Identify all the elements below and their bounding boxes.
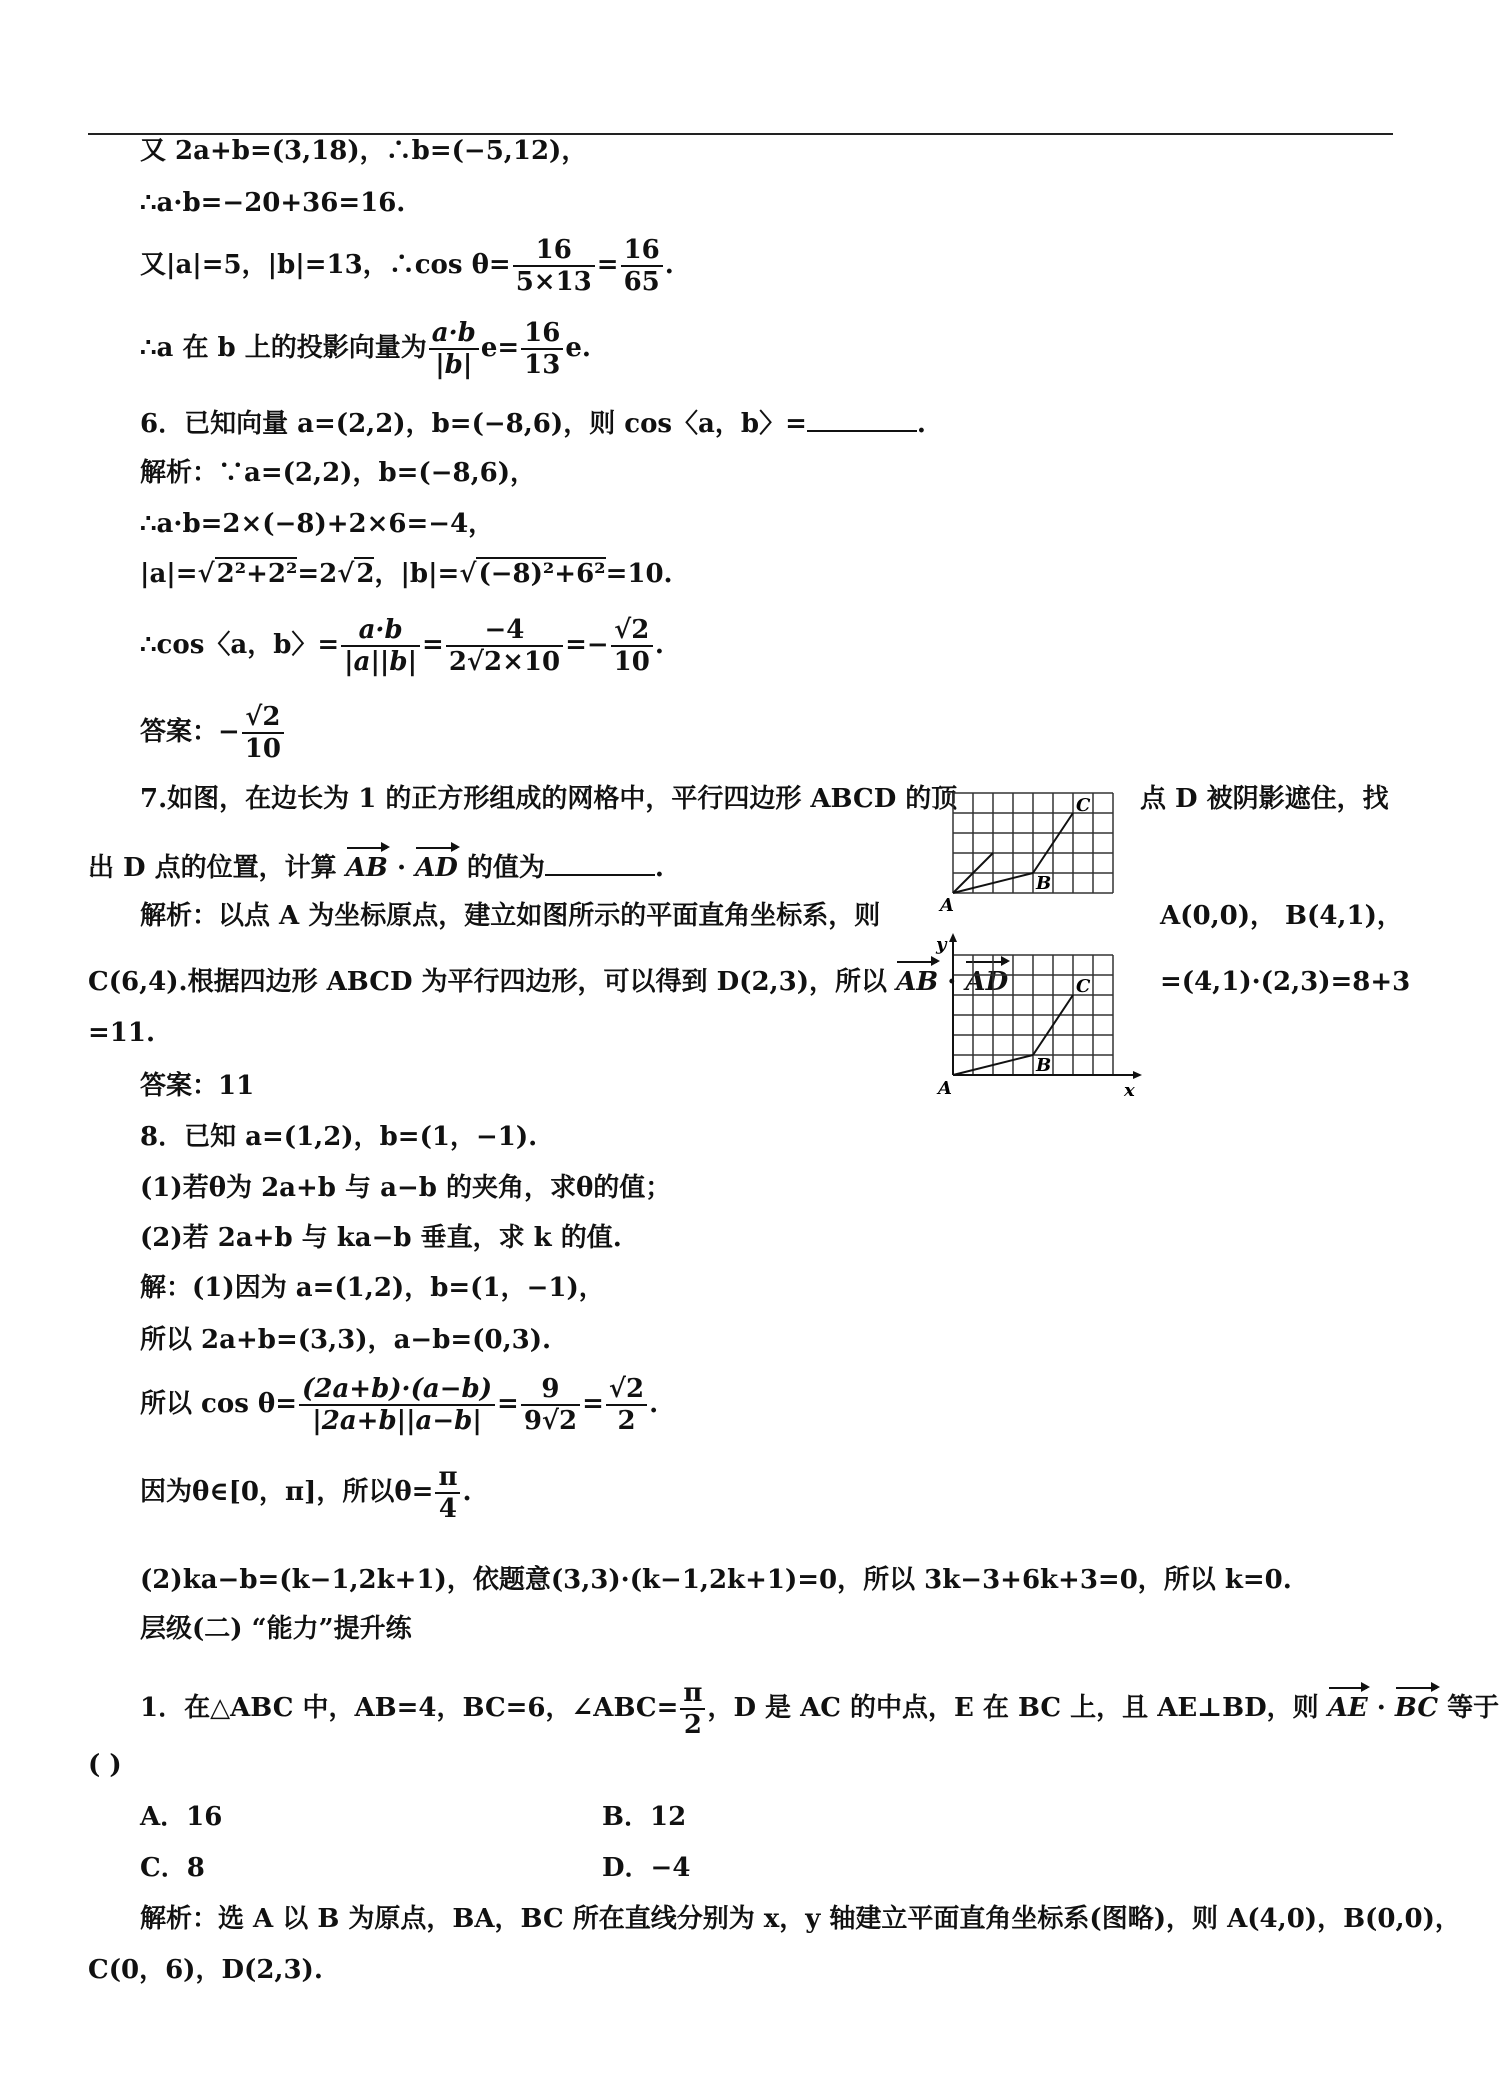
option-d: D．−4 xyxy=(602,1853,691,1883)
denominator: 13 xyxy=(524,350,561,380)
numerator: 9 xyxy=(521,1374,580,1406)
answer-6 xyxy=(140,702,286,764)
period: . xyxy=(654,853,664,883)
answer-7: 答案：11 xyxy=(140,1071,255,1101)
period: . xyxy=(462,1477,472,1507)
period: . xyxy=(916,409,926,439)
equals: =− xyxy=(565,630,609,660)
text: 出 D 点的位置，计算 xyxy=(88,853,337,883)
fraction xyxy=(611,615,653,677)
solution-8-line-4 xyxy=(140,1462,472,1524)
text: 因为θ∈[0，π]，所以θ= xyxy=(140,1477,434,1507)
denominator: 65 xyxy=(623,267,660,297)
fraction xyxy=(680,1678,705,1740)
text: 等于 xyxy=(1447,1693,1499,1723)
numerator: (2a+b)·(a−b) xyxy=(299,1374,495,1406)
text: ，|b|=√ xyxy=(374,559,477,589)
solution-6-line-1: 解析：∵a=(2,2)，b=(−8,6)， xyxy=(140,458,537,488)
vector-ad: AD xyxy=(965,967,1009,997)
radicand: 2 xyxy=(356,559,375,589)
equals: = xyxy=(596,250,619,280)
projection-end: e. xyxy=(565,333,591,363)
denominator: 2√2×10 xyxy=(448,647,561,677)
numerator: π xyxy=(680,1678,705,1710)
section-heading: 层级(二) “能力”提升练 xyxy=(140,1614,412,1644)
fraction xyxy=(521,1374,580,1436)
denominator: 10 xyxy=(244,734,281,764)
label-a: A xyxy=(938,1078,952,1099)
label-b: B xyxy=(1036,1055,1052,1076)
equals: = xyxy=(497,1389,519,1419)
numerator: 16 xyxy=(521,318,563,350)
text: 的值为 xyxy=(466,853,545,883)
solution-8-part-2: (2)ka−b=(k−1,2k+1)，依题意(3,3)·(k−1,2k+1)=0，所以 3k−3+6k+3=0，所以 k=0. xyxy=(140,1565,1292,1595)
vector-ad: AD xyxy=(415,853,458,883)
text: ，D 是 AC 的中点，E 在 BC 上，且 AE⊥BD，则 xyxy=(707,1693,1319,1723)
numerator: −4 xyxy=(446,615,563,647)
solution-6-line-4 xyxy=(140,615,664,677)
solution-8-line-2: 所以 2a+b=(3,3)，a−b=(0,3). xyxy=(140,1325,552,1355)
answer-parentheses: ( ) xyxy=(88,1750,122,1780)
solution-8-line-1: 解：(1)因为 a=(1,2)，b=(1，−1)， xyxy=(140,1273,605,1303)
option-b: B．12 xyxy=(602,1802,687,1832)
label-b: B xyxy=(1036,873,1052,894)
option-c: C．8 xyxy=(140,1853,205,1883)
label-c: C xyxy=(1076,976,1091,997)
answer-blank xyxy=(807,404,917,432)
question-8-part-1: (1)若θ为 2a+b 与 a−b 的夹角，求θ的值； xyxy=(140,1173,672,1203)
numerator: a·b xyxy=(341,615,420,647)
text: C(6,4).根据四边形 ABCD 为平行四边形，可以得到 D(2,3)，所以 xyxy=(88,967,887,997)
solution-7-line-2 xyxy=(88,965,1008,999)
cos-theta-text: 又|a|=5，|b|=13，∴cos θ= xyxy=(140,250,511,280)
denominator: 2 xyxy=(617,1406,636,1436)
text: =10. xyxy=(605,559,673,589)
line-cos-theta xyxy=(140,235,674,297)
numerator: a·b xyxy=(429,318,479,350)
answer-blank xyxy=(545,848,655,876)
solution-7-coords: A(0,0)， B(4,1)， xyxy=(1160,901,1403,931)
numerator: √2 xyxy=(611,615,653,647)
denominator: 9√2 xyxy=(523,1406,578,1436)
fraction xyxy=(606,1374,647,1436)
label-x-axis: x xyxy=(1124,1080,1135,1101)
period: . xyxy=(649,1389,659,1419)
solution-7-line-3: =11. xyxy=(88,1018,156,1048)
vector-ab: AB xyxy=(345,853,388,883)
answer-label: 答案：− xyxy=(140,717,240,747)
projection-text: ∴a 在 b 上的投影向量为 xyxy=(140,333,427,363)
numerator: √2 xyxy=(242,702,284,734)
line-2a-plus-b: 又 2a+b=(3,18)，∴b=(−5,12)， xyxy=(140,136,588,166)
label-c: C xyxy=(1076,795,1091,816)
text: 所以 cos θ= xyxy=(140,1389,298,1419)
denominator: 5×13 xyxy=(515,267,592,297)
fraction xyxy=(429,318,479,380)
numerator: π xyxy=(435,1462,460,1494)
denominator: |b| xyxy=(435,350,473,380)
denominator: 4 xyxy=(438,1494,458,1524)
fraction xyxy=(521,318,563,380)
question-8: 8．已知 a=(1,2)，b=(1，−1). xyxy=(140,1122,538,1152)
vector-bc: BC xyxy=(1394,1693,1439,1723)
question-7-line-2 xyxy=(88,848,664,885)
period: . xyxy=(654,630,664,660)
fraction xyxy=(341,615,420,677)
denominator: |2a+b||a−b| xyxy=(312,1406,482,1436)
solution-8-line-3 xyxy=(140,1374,658,1436)
question-7-line-1-right: 点 D 被阴影遮住，找 xyxy=(1140,784,1389,814)
vector-ae: AE xyxy=(1327,1693,1368,1723)
radicand: 2²+2² xyxy=(216,559,298,589)
numerator: √2 xyxy=(606,1374,647,1406)
solution-p1-line-1: 解析：选 A 以 B 为原点，BA，BC 所在直线分别为 x，y 轴建立平面直角坐标系(图略)，则 A(4,0)，B(0,0)， xyxy=(140,1904,1461,1934)
period: . xyxy=(664,250,674,280)
solution-p1-line-2: C(0，6)，D(2,3). xyxy=(88,1955,323,1985)
projection-mid: e= xyxy=(480,333,520,363)
equals: = xyxy=(582,1389,604,1419)
fraction xyxy=(242,702,284,764)
denominator: |a||b| xyxy=(344,647,418,677)
fraction xyxy=(435,1462,460,1524)
problem-1 xyxy=(140,1678,1499,1740)
solution-7-result: =(4,1)·(2,3)=8+3 xyxy=(1160,967,1411,997)
dot: · xyxy=(396,853,406,883)
dot: · xyxy=(1376,1693,1386,1723)
fraction xyxy=(621,235,663,297)
fraction xyxy=(299,1374,495,1436)
grid-figure-top xyxy=(938,783,1138,921)
label-y-axis: y xyxy=(936,934,947,955)
text: |a|=√ xyxy=(140,559,215,589)
question-6-text: 6．已知向量 a=(2,2)，b=(−8,6)，则 cos〈a，b〉= xyxy=(140,409,807,439)
fraction xyxy=(513,235,595,297)
solution-6-line-2: ∴a·b=2×(−8)+2×6=−4， xyxy=(140,509,495,539)
solution-7-line-1: 解析：以点 A 为坐标原点，建立如图所示的平面直角坐标系，则 xyxy=(140,901,881,931)
question-6 xyxy=(140,404,926,441)
question-8-part-2: (2)若 2a+b 与 ka−b 垂直，求 k 的值. xyxy=(140,1223,622,1253)
radicand: (−8)²+6² xyxy=(478,559,606,589)
grid-figure-coordinates xyxy=(928,930,1148,1100)
option-a: A．16 xyxy=(140,1802,223,1832)
text: 1．在△ABC 中，AB=4，BC=6，∠ABC= xyxy=(140,1693,679,1723)
fraction xyxy=(446,615,563,677)
numerator: 16 xyxy=(513,235,595,267)
text: =2√ xyxy=(297,559,355,589)
dot: · xyxy=(947,967,957,997)
label-a: A xyxy=(940,895,954,916)
line-a-dot-b: ∴a·b=−20+36=16. xyxy=(140,188,406,218)
vector-ab: AB xyxy=(896,967,939,997)
denominator: 2 xyxy=(683,1710,702,1740)
question-7-line-1: 7.如图，在边长为 1 的正方形组成的网格中，平行四边形 ABCD 的顶 xyxy=(140,784,958,814)
line-projection xyxy=(140,318,591,380)
denominator: 10 xyxy=(613,647,650,677)
equals: = xyxy=(422,630,444,660)
text: ∴cos〈a，b〉= xyxy=(140,630,340,660)
numerator: 16 xyxy=(621,235,663,267)
solution-6-line-3 xyxy=(140,557,673,591)
